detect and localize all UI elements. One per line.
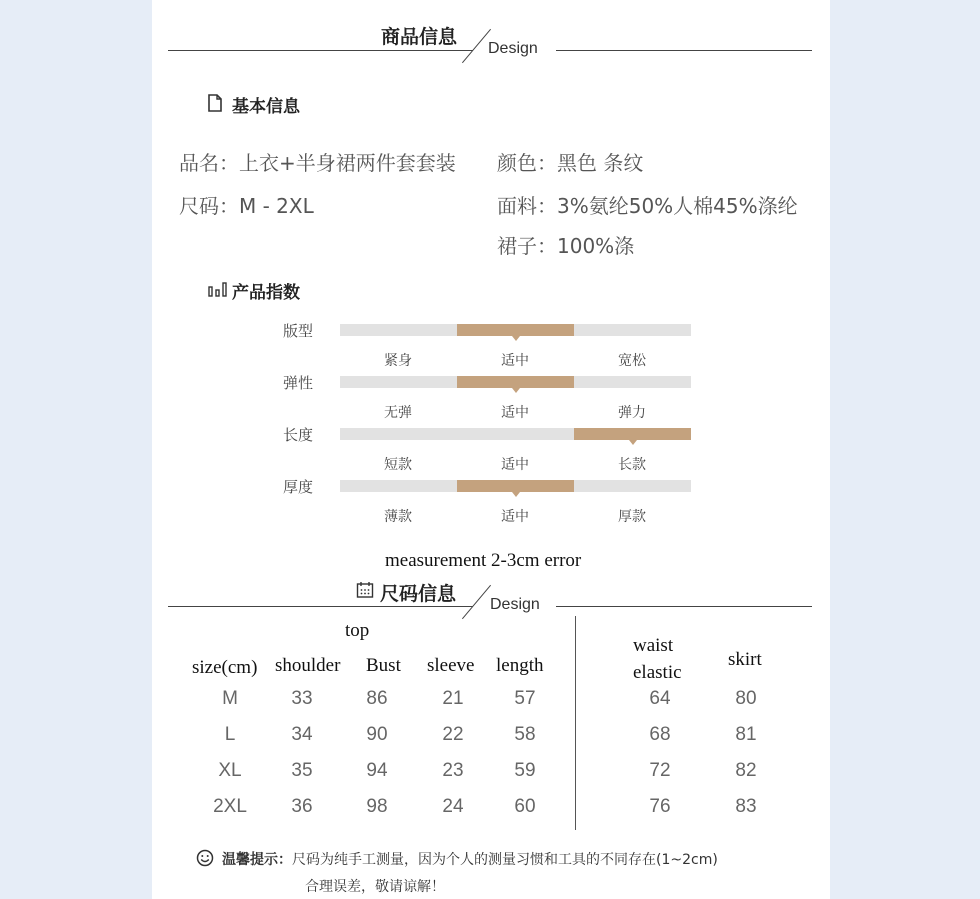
measurement-cell: 24	[442, 796, 464, 817]
index-scale-pointer	[629, 440, 637, 445]
measurement-cell: 34	[291, 724, 313, 745]
index-option: 适中	[501, 405, 529, 421]
index-option: 无弹	[384, 405, 412, 421]
index-scale-bar	[340, 376, 691, 388]
section-title-size-info: 尺码信息	[380, 583, 457, 605]
index-scale-bar	[340, 324, 691, 336]
table-header-elastic: elastic	[633, 662, 682, 683]
measurement-cell: 60	[514, 796, 536, 817]
basic-info-heading: 基本信息	[232, 97, 300, 117]
index-option: 短款	[384, 457, 412, 473]
measurement-cell: 80	[735, 688, 757, 709]
product-size-range: 尺码：M - 2XL	[179, 194, 314, 218]
measurement-cell: 68	[649, 724, 671, 745]
measurement-cell: 59	[514, 760, 536, 781]
index-scale-bar	[340, 428, 691, 440]
index-option: 适中	[501, 509, 529, 525]
index-scale-pointer	[512, 492, 520, 497]
index-option: 适中	[501, 457, 529, 473]
measurement-cell: 83	[735, 796, 757, 817]
measurement-cell: 33	[291, 688, 313, 709]
index-label: 弹性	[283, 374, 314, 392]
table-group-top: top	[345, 620, 370, 641]
document-icon	[207, 94, 223, 116]
smiley-icon	[196, 849, 214, 871]
table-header-shoulder: shoulder	[275, 655, 341, 676]
table-header-length: length	[496, 655, 544, 676]
size-cell: XL	[218, 760, 242, 781]
index-scale-selected	[574, 428, 691, 440]
index-option: 适中	[501, 353, 529, 369]
size-cell: L	[224, 724, 236, 745]
tip-label: 温馨提示：	[222, 852, 292, 868]
table-vertical-divider	[575, 616, 576, 830]
index-option: 弹力	[618, 405, 646, 421]
table-header-waist: waist	[633, 635, 674, 656]
section-title-product-info: 商品信息	[381, 26, 458, 48]
index-option: 紧身	[384, 353, 412, 369]
tip-text	[222, 849, 718, 869]
table-header-size: size(cm)	[192, 657, 258, 678]
index-label: 厚度	[283, 478, 314, 496]
index-scale-pointer	[512, 388, 520, 393]
measurement-cell: 90	[366, 724, 388, 745]
section-subtitle-design: Design	[488, 40, 538, 57]
product-index-heading: 产品指数	[232, 283, 300, 303]
measurement-cell: 86	[366, 688, 388, 709]
measurement-cell: 57	[514, 688, 536, 709]
index-option: 薄款	[384, 509, 412, 525]
index-scale-bar	[340, 480, 691, 492]
measurement-cell: 64	[649, 688, 671, 709]
measurement-note: measurement 2-3cm error	[385, 550, 582, 571]
tip-line-2: 合理误差，敬请谅解！	[305, 879, 445, 895]
measurement-cell: 76	[649, 796, 671, 817]
measurement-cell: 23	[442, 760, 464, 781]
table-header-bust: Bust	[366, 655, 401, 676]
measurement-cell: 81	[735, 724, 757, 745]
measurement-cell: 35	[291, 760, 313, 781]
measurement-cell: 94	[366, 760, 388, 781]
index-label: 版型	[283, 322, 314, 340]
measurement-cell: 58	[514, 724, 536, 745]
index-option: 厚款	[618, 509, 646, 525]
section-subtitle-design-2: Design	[490, 596, 540, 613]
measurement-cell: 21	[442, 688, 464, 709]
index-scale-selected	[457, 324, 574, 336]
index-scale-selected	[457, 376, 574, 388]
measurement-cell: 22	[442, 724, 464, 745]
divider-right	[556, 50, 812, 51]
skirt-fabric: 裙子：100%涤	[497, 234, 635, 258]
bar-chart-icon	[208, 281, 228, 301]
product-name: 品名：上衣+半身裙两件套套装	[179, 151, 456, 175]
product-fabric: 面料：3%氨纶50%人棉45%涤纶	[497, 194, 798, 218]
size-cell: M	[222, 688, 238, 709]
divider-left-2	[168, 606, 473, 607]
product-color: 颜色：黑色 条纹	[497, 151, 644, 175]
table-header-skirt: skirt	[728, 649, 762, 670]
measurement-cell: 98	[366, 796, 388, 817]
index-scale-selected	[457, 480, 574, 492]
index-option: 宽松	[618, 353, 646, 369]
tip-line-1: 尺码为纯手工测量，因为个人的测量习惯和工具的不同存在(1~2cm)	[292, 852, 718, 868]
table-header-sleeve: sleeve	[427, 655, 475, 676]
measurement-cell: 82	[735, 760, 757, 781]
index-option: 长款	[618, 457, 646, 473]
calendar-icon	[356, 581, 374, 603]
size-cell: 2XL	[213, 796, 247, 817]
divider-left	[168, 50, 473, 51]
index-scale-pointer	[512, 336, 520, 341]
measurement-cell: 36	[291, 796, 313, 817]
divider-right-2	[556, 606, 812, 607]
index-label: 长度	[283, 426, 314, 444]
measurement-cell: 72	[649, 760, 671, 781]
